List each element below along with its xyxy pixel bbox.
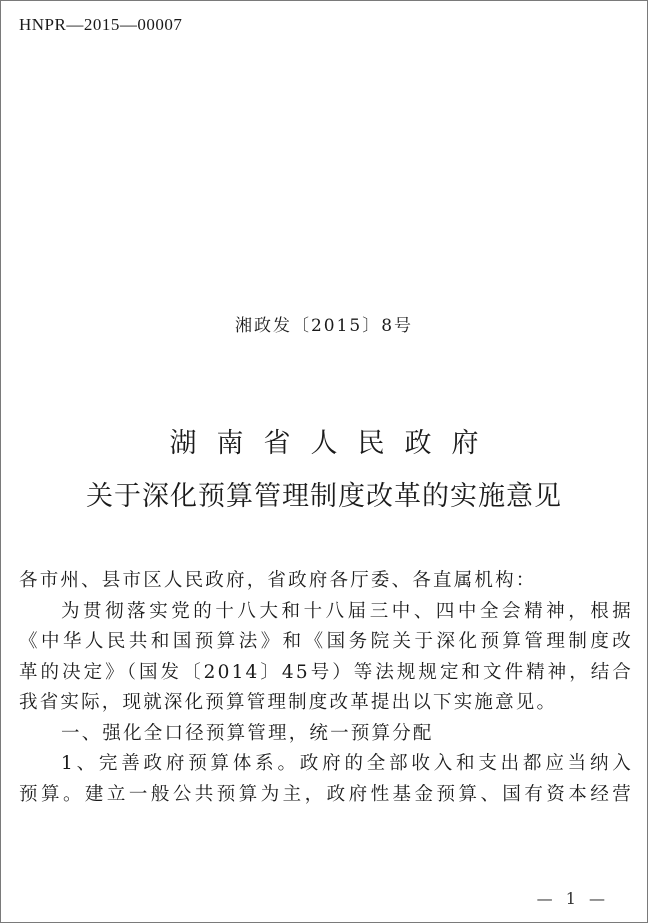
salutation: 各市州、县市区人民政府，省政府各厅委、各直属机构： <box>19 570 537 591</box>
document-title-issuer: 湖南省人民政府 <box>169 428 499 459</box>
paragraph-line: 我省实际，现就深化预算管理制度改革提出以下实施意见。 <box>19 692 558 713</box>
page-number: — 1 — <box>536 889 609 908</box>
document-body <box>19 566 633 810</box>
paragraph-line: 《中华人民共和国预算法》和《国务院关于深化预算管理制度改 <box>19 631 633 652</box>
document-title-subject: 关于深化预算管理制度改革的实施意见 <box>86 481 562 512</box>
issue-number: 湘政发〔2015〕8号 <box>234 316 414 336</box>
paragraph-line: 为贯彻落实党的十八大和十八届三中、四中全会精神，根据 <box>61 600 633 622</box>
document-number: HNPR—2015—00007 <box>19 15 183 34</box>
paragraph-line: 1、完善政府预算体系。政府的全部收入和支出都应当纳入 <box>61 753 633 774</box>
paragraph-line: 革的决定》（国发〔2014〕45号）等法规规定和文件精神，结合 <box>19 661 633 683</box>
section-heading: 一、强化全口径预算管理，统一预算分配 <box>61 722 434 744</box>
paragraph-line: 预算。建立一般公共预算为主，政府性基金预算、国有资本经营 <box>19 783 633 805</box>
